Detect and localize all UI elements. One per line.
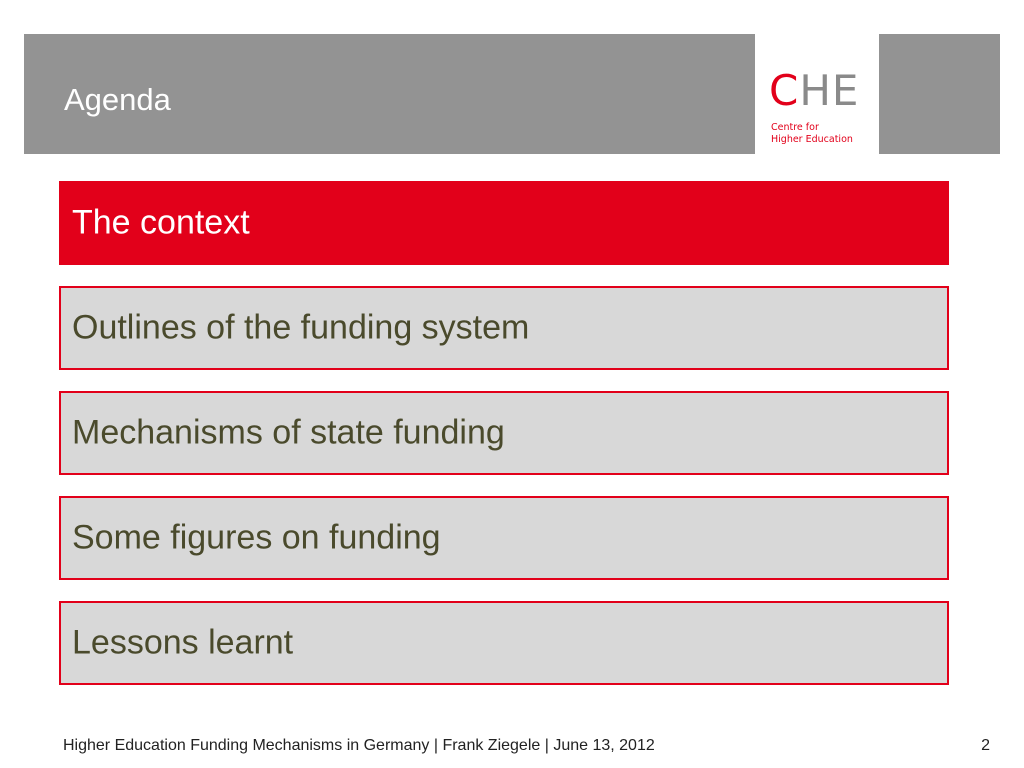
header-band bbox=[24, 34, 755, 154]
slide-title: Agenda bbox=[64, 82, 171, 117]
logo-letter-c: C bbox=[769, 66, 800, 115]
agenda-item-outlines[interactable] bbox=[59, 286, 949, 370]
che-logo bbox=[755, 34, 879, 154]
agenda-item-label: Lessons learnt bbox=[72, 623, 294, 662]
agenda-item-figures[interactable] bbox=[59, 496, 949, 580]
logo-wordmark bbox=[769, 66, 860, 115]
agenda-list bbox=[59, 181, 949, 706]
agenda-item-mechanisms[interactable] bbox=[59, 391, 949, 475]
agenda-item-label: Outlines of the funding system bbox=[72, 308, 530, 347]
logo-subtitle-line2: Higher Education bbox=[771, 134, 853, 145]
agenda-item-the-context[interactable] bbox=[59, 181, 949, 265]
footer-text: Higher Education Funding Mechanisms in Germany | Frank Ziegele | June 13, 2012 bbox=[63, 737, 655, 754]
logo-subtitle-line1: Centre for bbox=[771, 122, 819, 133]
agenda-item-lessons[interactable] bbox=[59, 601, 949, 685]
agenda-item-label: Mechanisms of state funding bbox=[72, 413, 505, 452]
agenda-item-label: Some figures on funding bbox=[72, 518, 441, 557]
agenda-item-label: The context bbox=[72, 203, 250, 242]
header-right-block bbox=[879, 34, 1000, 154]
logo-subtitle bbox=[771, 122, 853, 146]
logo-letters-he: HE bbox=[799, 66, 860, 115]
page-number: 2 bbox=[981, 737, 990, 754]
